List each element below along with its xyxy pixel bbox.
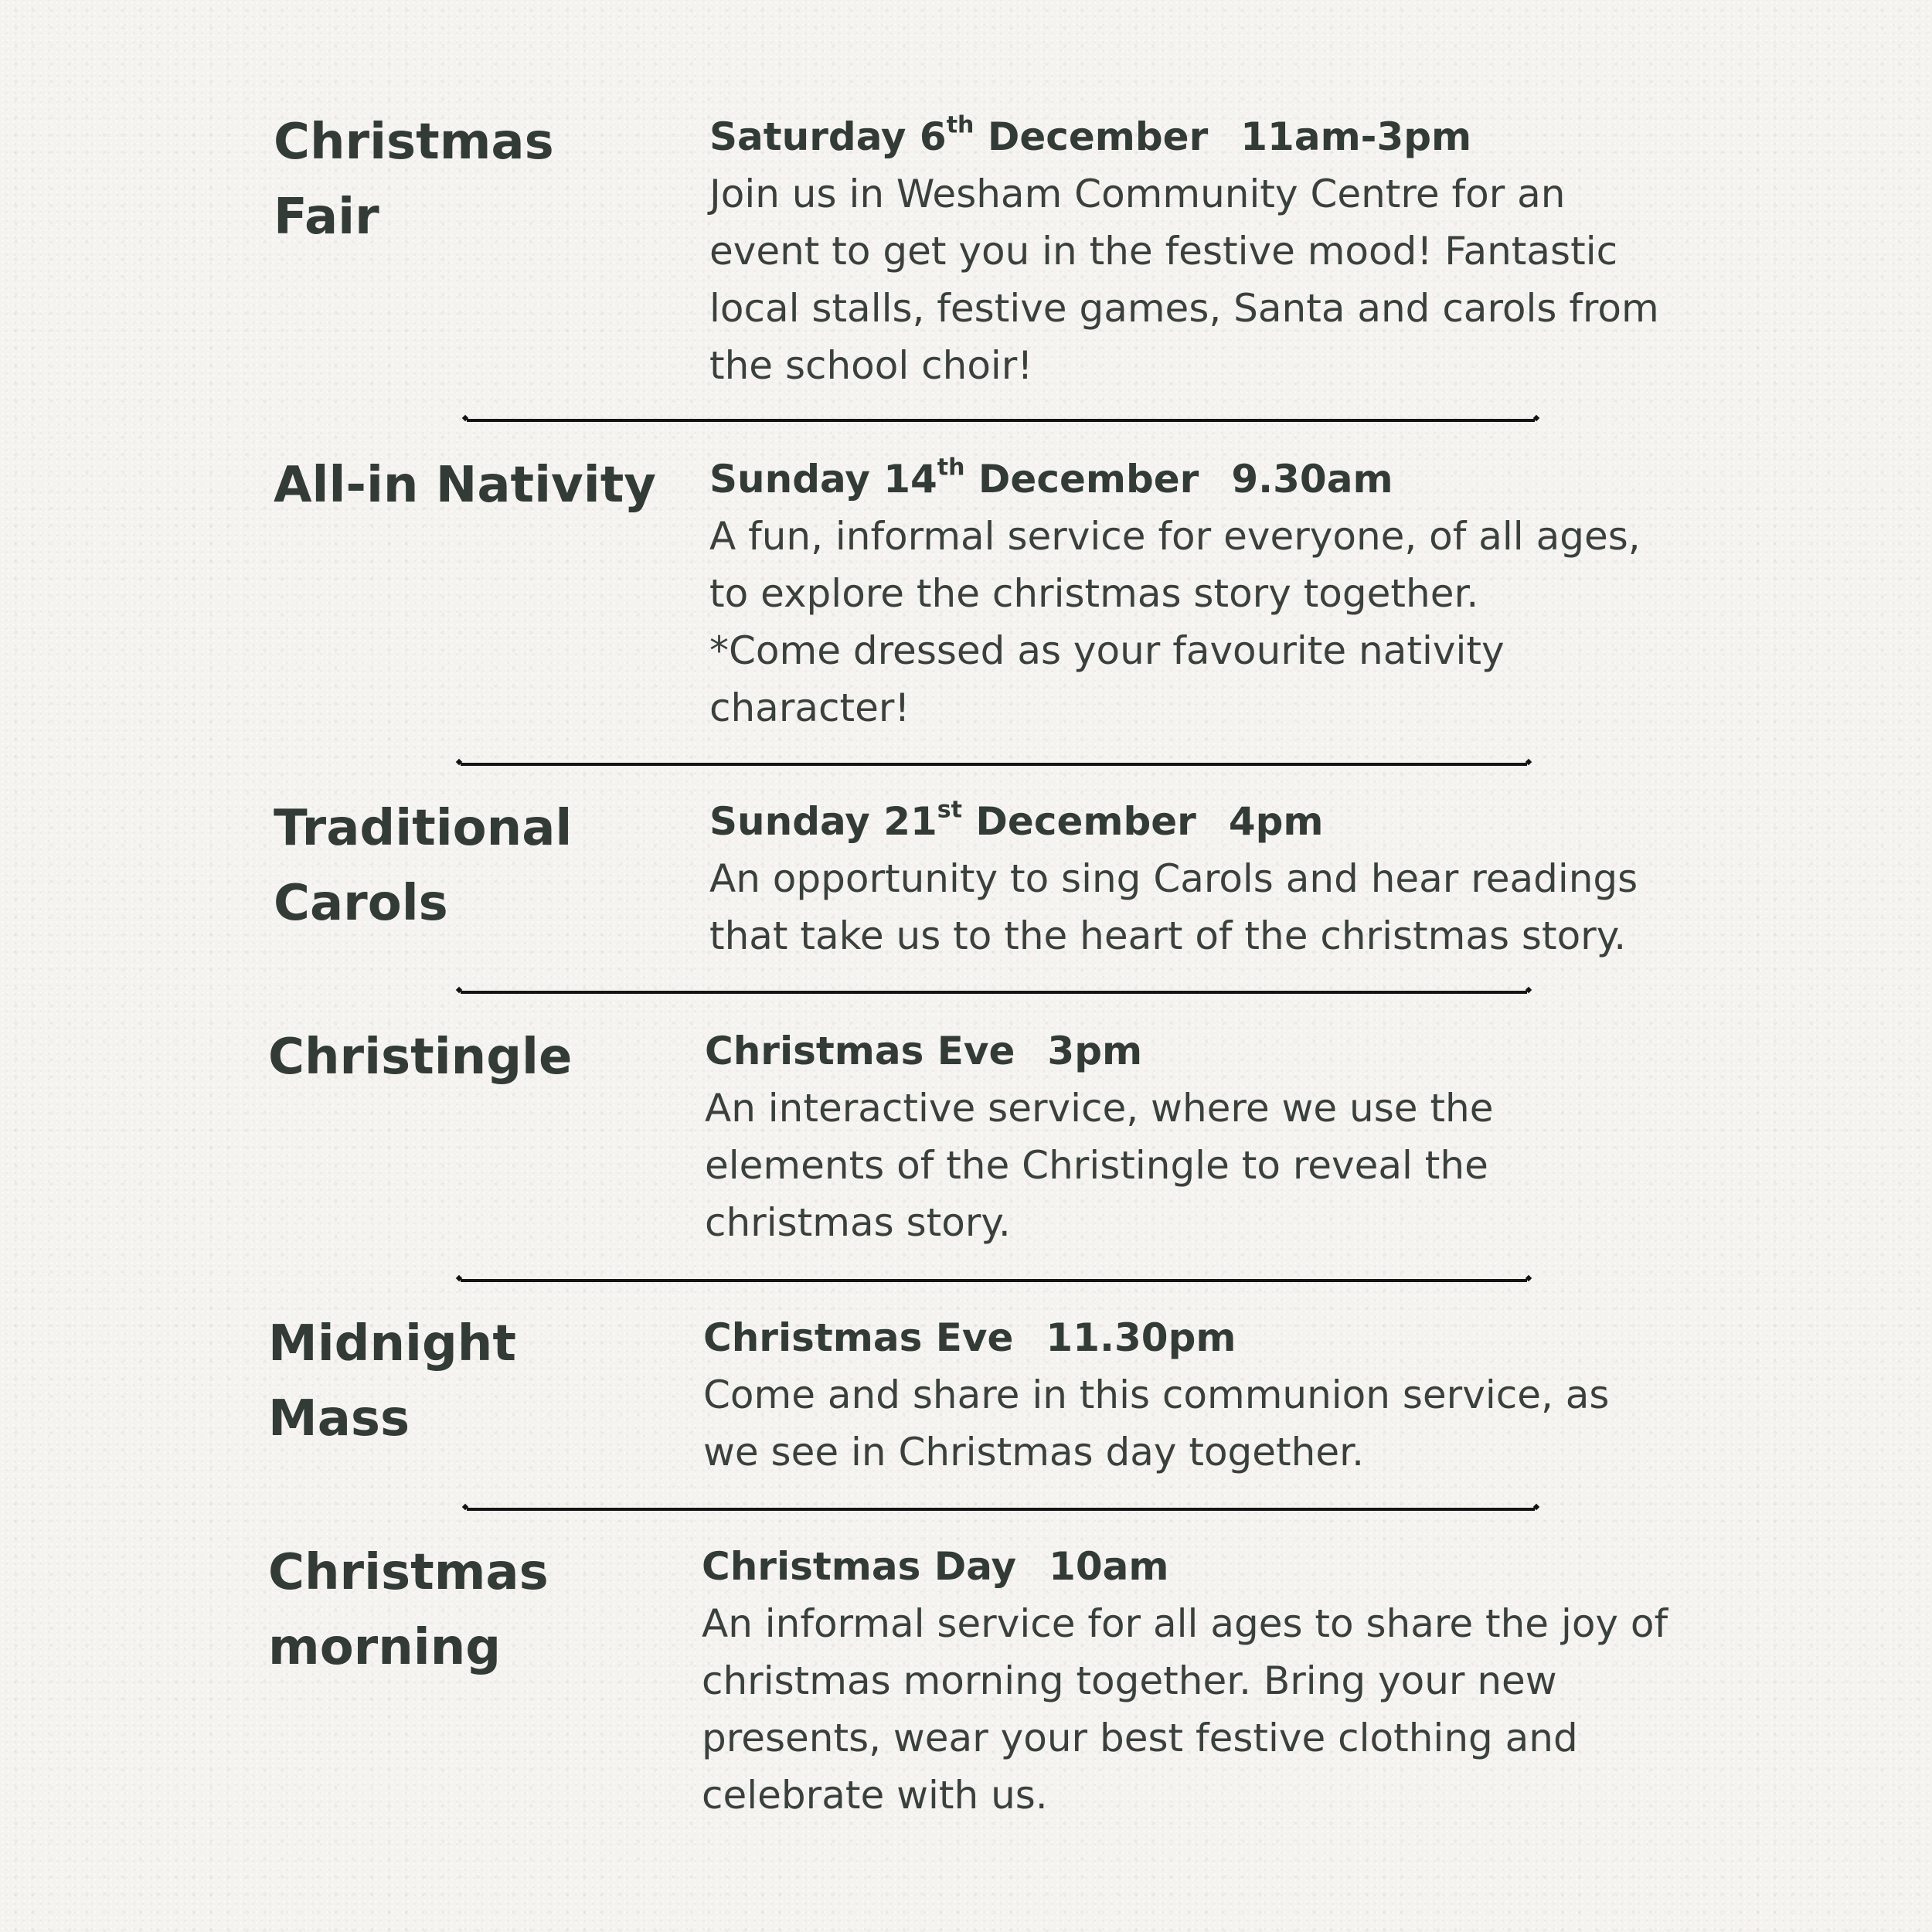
- event-date-time: [709, 108, 1784, 165]
- description-line: presents, wear your best festive clothing and: [702, 1716, 1578, 1760]
- event-day: Sunday 21: [709, 799, 937, 844]
- event-date-time: [703, 1309, 1777, 1366]
- description-line: to explore the christmas story together.: [709, 571, 1479, 616]
- event-details: [709, 451, 1784, 736]
- event-time: 3pm: [1047, 1029, 1143, 1073]
- event-title-line: All-in Nativity: [274, 457, 656, 514]
- event-description: [705, 1080, 1779, 1251]
- description-line: A fun, informal service for everyone, of all ages,: [709, 514, 1641, 559]
- event-title-line: Carols: [274, 875, 448, 932]
- section-divider: [461, 991, 1527, 994]
- event-month: December: [987, 114, 1209, 159]
- event-description: [709, 508, 1784, 736]
- event-time: 11am-3pm: [1240, 114, 1472, 159]
- section-divider: [467, 1508, 1535, 1511]
- event-title: [268, 1536, 549, 1685]
- event-title-line: Christingle: [268, 1029, 573, 1086]
- event-title: [274, 791, 572, 941]
- event-details: [709, 108, 1784, 394]
- event-description: [709, 165, 1784, 394]
- event-details: [703, 1309, 1777, 1481]
- event-details: [705, 1022, 1779, 1251]
- description-line: event to get you in the festive mood! Fantastic: [709, 229, 1618, 274]
- event-day: Christmas Eve: [705, 1029, 1015, 1073]
- event-day: Saturday 6: [709, 114, 947, 159]
- event-title-line: Midnight: [268, 1315, 516, 1372]
- description-line: we see in Christmas day together.: [703, 1430, 1364, 1475]
- description-line: christmas story.: [705, 1200, 1011, 1245]
- section-divider: [461, 1279, 1527, 1282]
- event-title: [274, 448, 656, 523]
- description-line: that take us to the heart of the christmas story.: [709, 913, 1627, 958]
- event-day: Christmas Day: [702, 1544, 1017, 1589]
- event-day: Christmas Eve: [703, 1315, 1014, 1360]
- event-description: [703, 1366, 1777, 1481]
- description-line: Join us in Wesham Community Centre for an: [709, 172, 1566, 216]
- event-time: 9.30am: [1231, 457, 1393, 502]
- event-title-line: morning: [268, 1619, 502, 1676]
- event-time: 11.30pm: [1046, 1315, 1236, 1360]
- event-day-suffix: th: [937, 454, 965, 481]
- event-description: [702, 1595, 1776, 1824]
- event-day: Sunday 14: [709, 457, 937, 502]
- event-title: [268, 1307, 516, 1457]
- description-line: celebrate with us.: [702, 1773, 1048, 1818]
- description-line: An opportunity to sing Carols and hear readings: [709, 856, 1638, 901]
- event-title: [274, 105, 554, 255]
- section-divider: [461, 763, 1527, 766]
- event-time: 10am: [1049, 1544, 1169, 1589]
- event-title: [268, 1020, 572, 1095]
- description-line: An informal service for all ages to share the joy of: [702, 1601, 1668, 1646]
- description-line: local stalls, festive games, Santa and carols from: [709, 286, 1659, 331]
- event-month: December: [978, 457, 1199, 502]
- description-line: christmas morning together. Bring your new: [702, 1658, 1557, 1703]
- description-line: the school choir!: [709, 343, 1033, 388]
- event-day-suffix: st: [937, 796, 962, 824]
- event-time: 4pm: [1228, 799, 1324, 844]
- description-line: *Come dressed as your favourite nativity: [709, 628, 1505, 673]
- section-divider: [467, 419, 1535, 422]
- description-line: character!: [709, 685, 910, 730]
- event-title-line: Traditional: [274, 800, 573, 857]
- event-description: [709, 850, 1784, 964]
- event-day-suffix: th: [946, 111, 975, 139]
- event-month: December: [975, 799, 1196, 844]
- description-line: An interactive service, where we use the: [705, 1086, 1494, 1131]
- event-date-time: [705, 1022, 1779, 1080]
- event-title-line: Fair: [274, 189, 379, 246]
- event-title-line: Mass: [268, 1390, 410, 1447]
- event-date-time: [709, 793, 1784, 850]
- event-title-line: Christmas: [274, 114, 554, 171]
- event-date-time: [709, 451, 1784, 508]
- event-details: [709, 793, 1784, 964]
- description-line: Come and share in this communion service, as: [703, 1372, 1610, 1417]
- description-line: elements of the Christingle to reveal the: [705, 1143, 1488, 1188]
- event-details: [702, 1538, 1776, 1824]
- event-title-line: Christmas: [268, 1544, 549, 1601]
- event-date-time: [702, 1538, 1776, 1595]
